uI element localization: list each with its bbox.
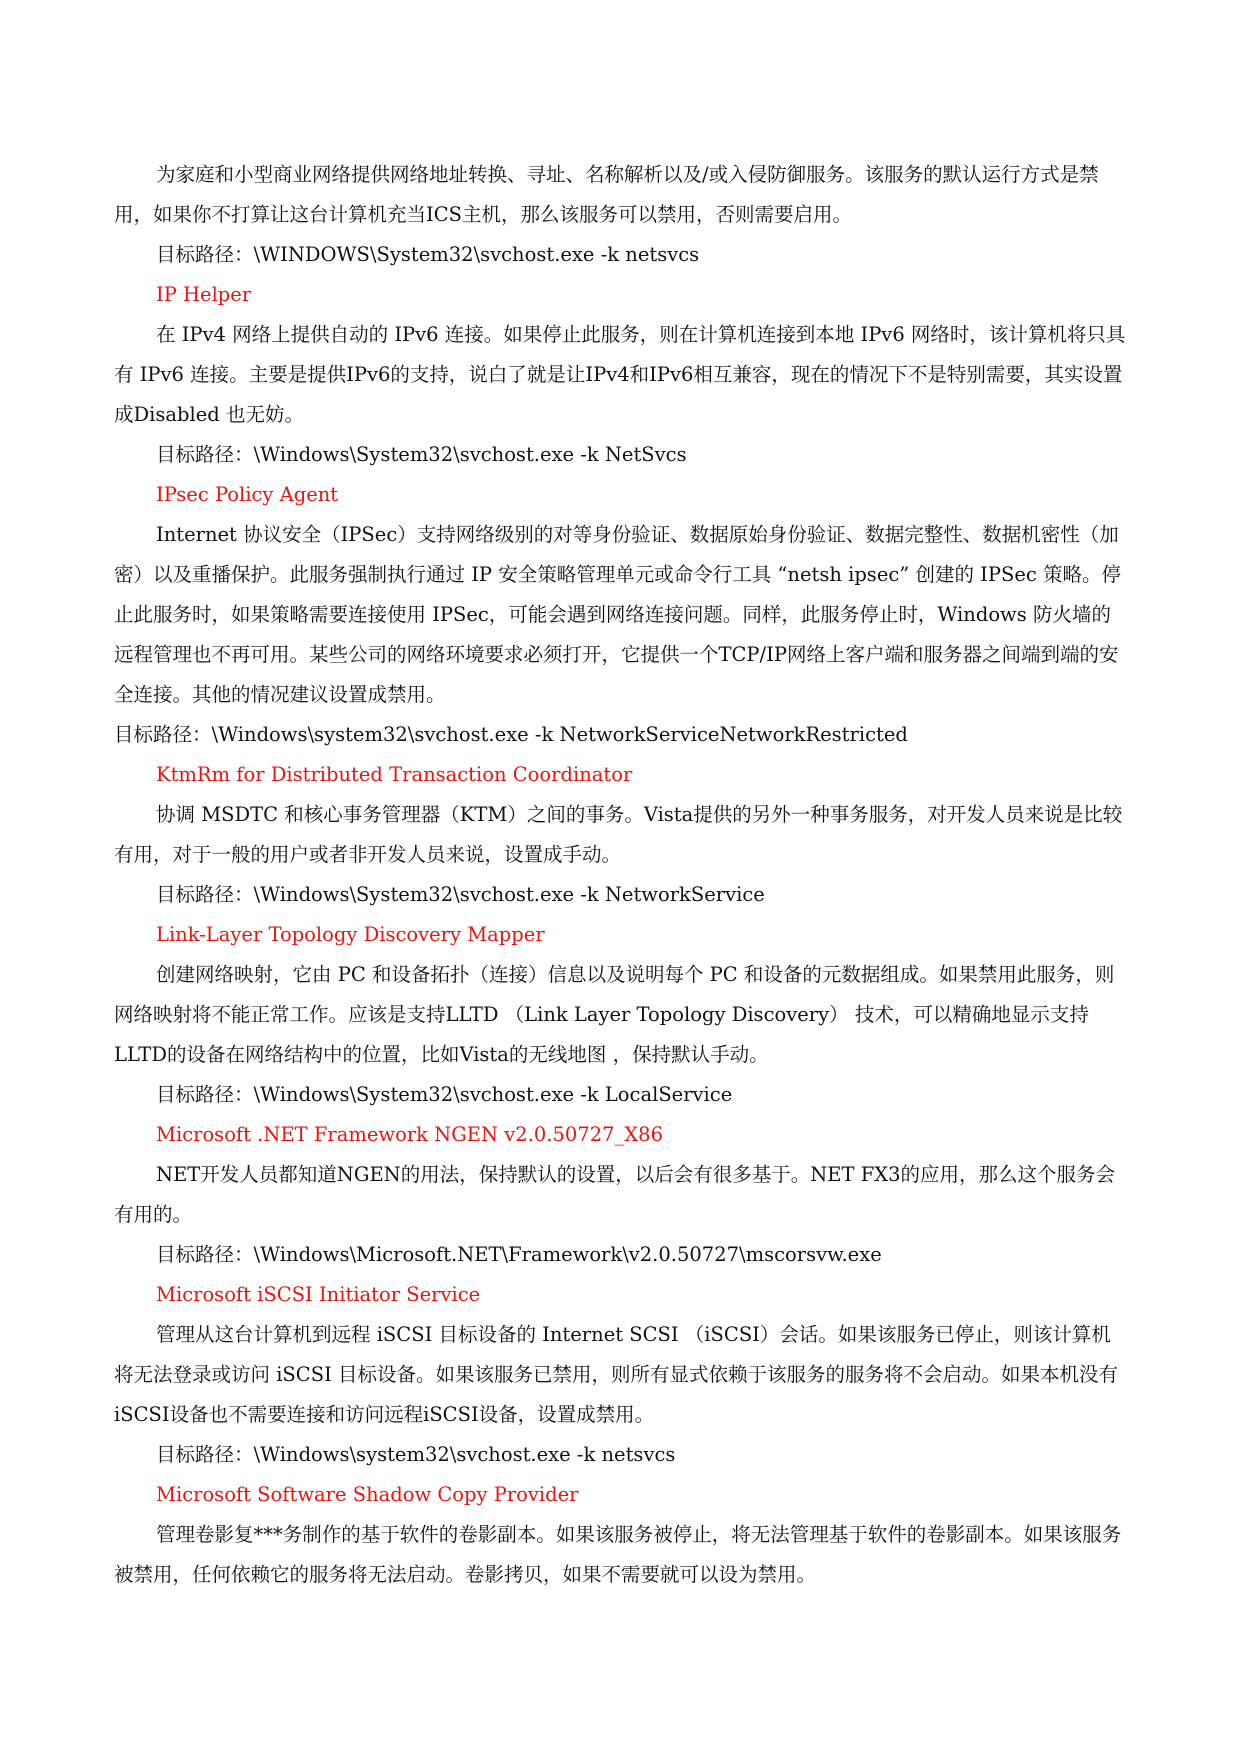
service-description-lltd-mapper: 创建网络映射，它由 PC 和设备拓扑（连接）信息以及说明每个 PC 和设备的元数据组成。如果禁用此服务，则网络映射将不能正常工作。应该是支持LLTD （Link Layer Topology Discovery） 技术，可以精确地显示支持LLTD的设备在网络结构中的位置，比如Vista的无线地图 ，保持默认手动。 bbox=[114, 963, 1115, 1066]
document-page bbox=[114, 155, 1129, 1595]
service-description-ktmrm: 协调 MSDTC 和核心事务管理器（KTM）之间的事务。Vista提供的另外一种事务服务，对开发人员来说是比较有用，对于一般的用户或者非开发人员来说，设置成手动。 bbox=[114, 803, 1123, 866]
service-heading-iscsi-initiator: Microsoft iSCSI Initiator Service bbox=[156, 1283, 481, 1306]
intro-description: 为家庭和小型商业网络提供网络地址转换、寻址、名称解析以及/或入侵防御服务。该服务的默认运行方式是禁用，如果你不打算让这台计算机充当ICS主机，那么该服务可以禁用，否则需要启用。 bbox=[114, 163, 1099, 226]
service-path-ipsec-policy-agent: 目标路径：\Windows\system32\svchost.exe -k NetworkServiceNetworkRestricted bbox=[114, 723, 908, 746]
service-path-dotnet-ngen: 目标路径：\Windows\Microsoft.NET\Framework\v2.0.50727\mscorsvw.exe bbox=[156, 1243, 882, 1266]
service-description-ipsec-policy-agent: Internet 协议安全（IPSec）支持网络级别的对等身份验证、数据原始身份验证、数据完整性、数据机密性（加密）以及重播保护。此服务强制执行通过 IP 安全策略管理单元或命令行工具 “netsh ipsec” 创建的 IPSec 策略。停止此服务时，如果策略需要连接使用 IPSec，可能会遇到网络连接问题。同样，此服务停止时，Windows 防火墙的远程管理也不再可用。某些公司的网络环境要求必须打开，它提供一个TCP/IP网络上客户端和服务器之间端到端的安全连接。其他的情况建议设置成禁用。 bbox=[114, 523, 1121, 706]
intro-target-path: 目标路径：\WINDOWS\System32\svchost.exe -k netsvcs bbox=[156, 243, 700, 266]
service-heading-shadow-copy-provider: Microsoft Software Shadow Copy Provider bbox=[156, 1483, 579, 1506]
service-description-ip-helper: 在 IPv4 网络上提供自动的 IPv6 连接。如果停止此服务，则在计算机连接到本地 IPv6 网络时，该计算机将只具有 IPv6 连接。主要是提供IPv6的支持，说白了就是让IPv4和IPv6相互兼容，现在的情况下不是特别需要，其实设置成Disabled 也无妨。 bbox=[114, 323, 1126, 426]
service-description-shadow-copy-provider: 管理卷影复***务制作的基于软件的卷影副本。如果该服务被停止，将无法管理基于软件的卷影副本。如果该服务被禁用，任何依赖它的服务将无法启动。卷影拷贝，如果不需要就可以设为禁用。 bbox=[114, 1523, 1122, 1586]
service-heading-lltd-mapper: Link-Layer Topology Discovery Mapper bbox=[156, 923, 545, 946]
service-path-ip-helper: 目标路径：\Windows\System32\svchost.exe -k NetSvcs bbox=[156, 443, 687, 466]
service-path-ktmrm: 目标路径：\Windows\System32\svchost.exe -k NetworkService bbox=[156, 883, 765, 906]
service-path-lltd-mapper: 目标路径：\Windows\System32\svchost.exe -k LocalService bbox=[156, 1083, 733, 1106]
service-description-dotnet-ngen: NET开发人员都知道NGEN的用法，保持默认的设置，以后会有很多基于。NET FX3的应用，那么这个服务会有用的。 bbox=[114, 1163, 1116, 1226]
service-heading-dotnet-ngen: Microsoft .NET Framework NGEN v2.0.50727_X86 bbox=[156, 1123, 663, 1146]
service-heading-ipsec-policy-agent: IPsec Policy Agent bbox=[156, 483, 339, 506]
service-heading-ip-helper: IP Helper bbox=[156, 283, 252, 306]
service-path-iscsi-initiator: 目标路径：\Windows\system32\svchost.exe -k netsvcs bbox=[156, 1443, 676, 1466]
service-description-iscsi-initiator: 管理从这台计算机到远程 iSCSI 目标设备的 Internet SCSI （iSCSI）会话。如果该服务已停止，则该计算机将无法登录或访问 iSCSI 目标设备。如果该服务已禁用，则所有显式依赖于该服务的服务将不会启动。如果本机没有iSCSI设备也不需要连接和访问远程iSCSI设备，设置成禁用。 bbox=[114, 1323, 1118, 1426]
service-heading-ktmrm: KtmRm for Distributed Transaction Coordinator bbox=[156, 763, 633, 786]
